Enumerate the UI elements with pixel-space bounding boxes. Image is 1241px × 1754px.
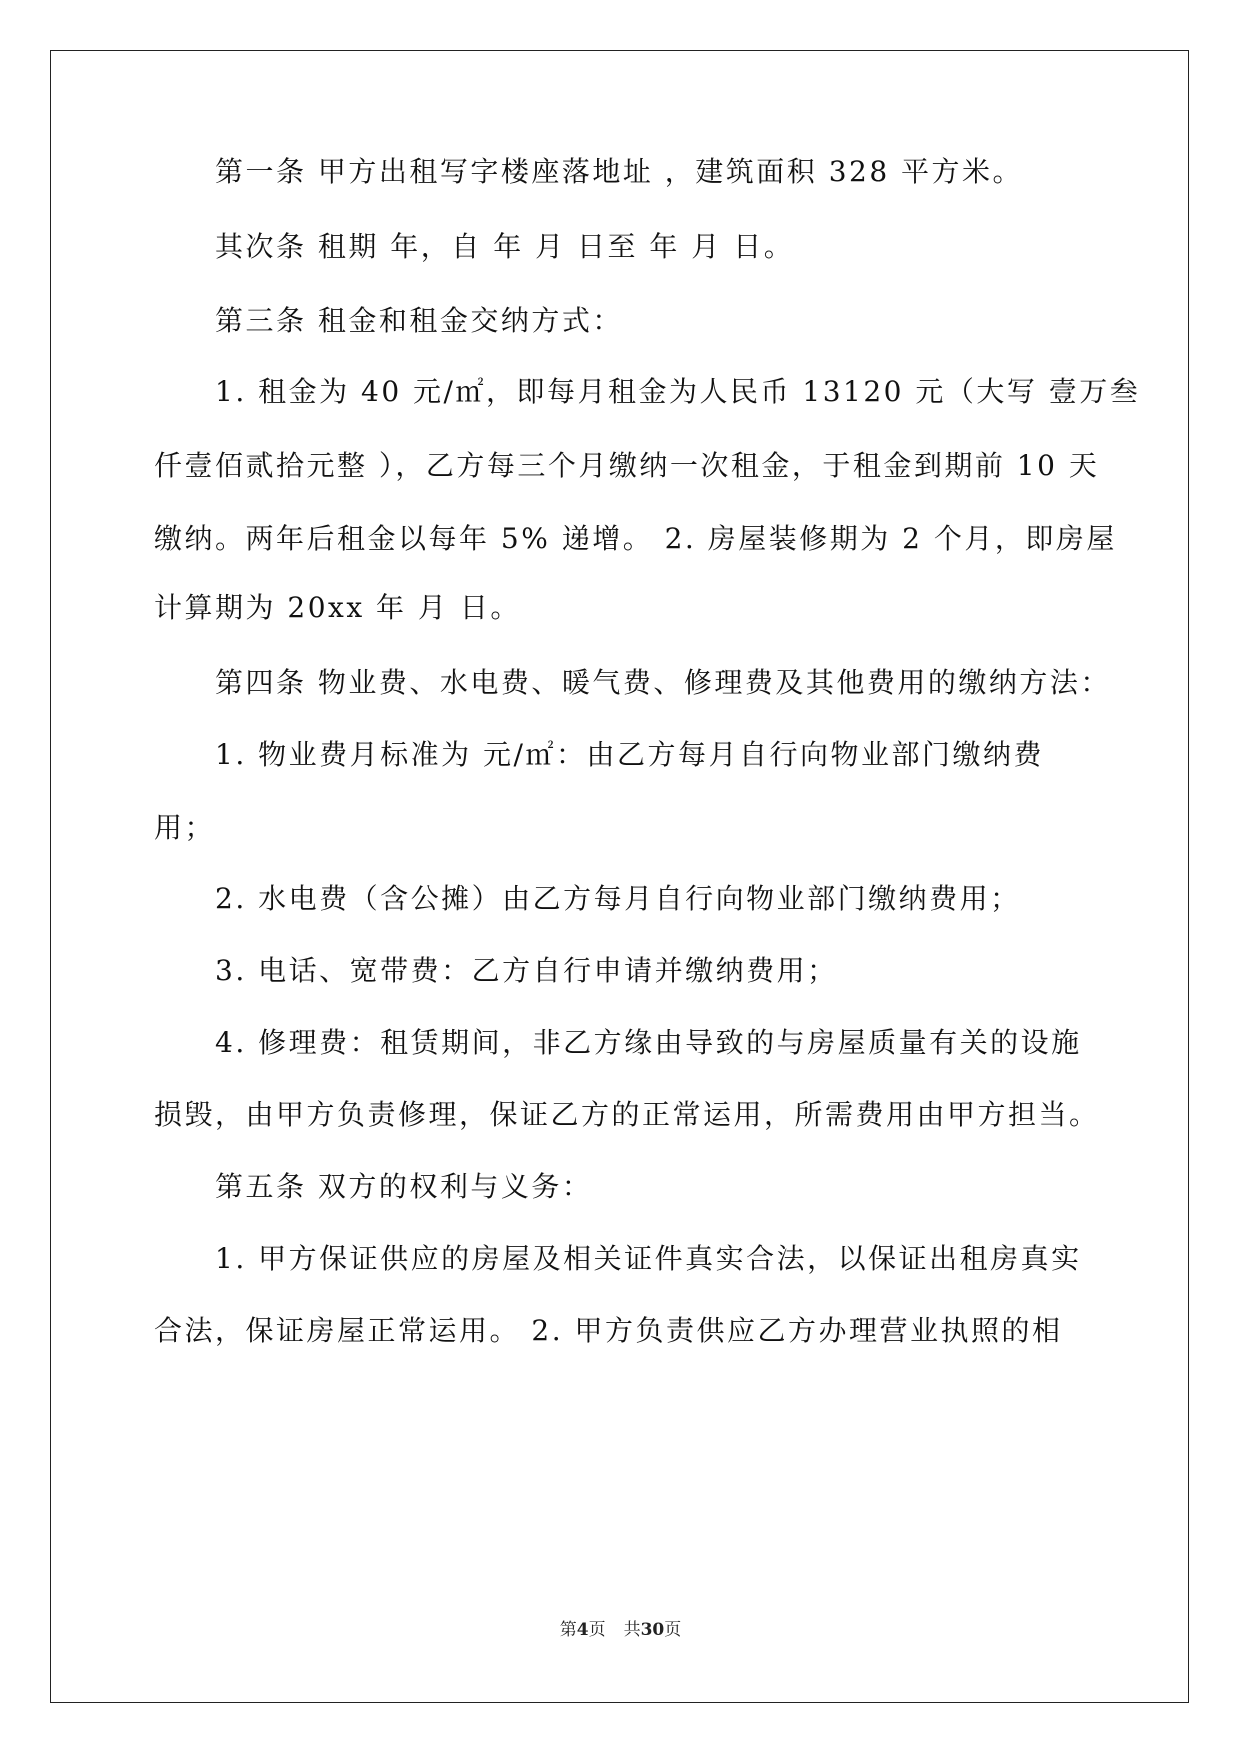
clause-3-item-1-line-1: 1. 租金为 40 元/㎡，即每月租金为人民币 13120 元（大写 壹万叁	[215, 375, 1141, 408]
page-footer	[0, 1618, 1241, 1642]
clause-3-heading: 第三条 租金和租金交纳方式：	[215, 304, 623, 337]
clause-3-item-1-line-3: 缴纳。两年后租金以每年 5% 递增。 2. 房屋装修期为 2 个月，即房屋	[154, 522, 1117, 555]
footer-total-prefix: 共	[623, 1620, 641, 1640]
clause-3-item-1-line-2: 仟壹佰贰拾元整 ），乙方每三个月缴纳一次租金，于租金到期前 10 天	[154, 449, 1100, 482]
clause-4-item-4-line-1: 4. 修理费：租赁期间，非乙方缘由导致的与房屋质量有关的设施	[215, 1026, 1082, 1059]
footer-page-number: 4	[576, 1620, 589, 1640]
page-border	[50, 50, 1189, 1703]
footer-total-suffix: 页	[664, 1620, 682, 1640]
clause-4-item-1-line-1: 1. 物业费月标准为 元/㎡：由乙方每月自行向物业部门缴纳费	[215, 738, 1044, 771]
clause-4-heading: 第四条 物业费、水电费、暖气费、修理费及其他费用的缴纳方法：	[215, 666, 1111, 699]
clause-4-item-1-line-2: 用；	[154, 811, 216, 844]
footer-total-number: 30	[640, 1620, 665, 1640]
clause-1: 第一条 甲方出租写字楼座落地址 ，建筑面积 328 平方米。	[215, 155, 1024, 188]
clause-2: 其次条 租期 年，自 年 月 日至 年 月 日。	[215, 230, 795, 263]
clause-3-item-2-line-2: 计算期为 20xx 年 月 日。	[154, 591, 521, 624]
clause-5-item-1-line-2: 合法，保证房屋正常运用。 2. 甲方负责供应乙方办理营业执照的相	[154, 1314, 1063, 1347]
clause-4-item-2: 2. 水电费（含公摊）由乙方每月自行向物业部门缴纳费用；	[215, 882, 1021, 915]
footer-page-suffix: 页	[588, 1620, 606, 1640]
clause-5-item-1-line-1: 1. 甲方保证供应的房屋及相关证件真实合法，以保证出租房真实	[215, 1242, 1082, 1275]
clause-4-item-4-line-2: 损毁，由甲方负责修理，保证乙方的正常运用，所需费用由甲方担当。	[154, 1098, 1100, 1131]
clause-5-heading: 第五条 双方的权利与义务：	[215, 1170, 593, 1203]
clause-4-item-3: 3. 电话、宽带费：乙方自行申请并缴纳费用；	[215, 954, 838, 987]
footer-page-prefix: 第	[559, 1620, 577, 1640]
